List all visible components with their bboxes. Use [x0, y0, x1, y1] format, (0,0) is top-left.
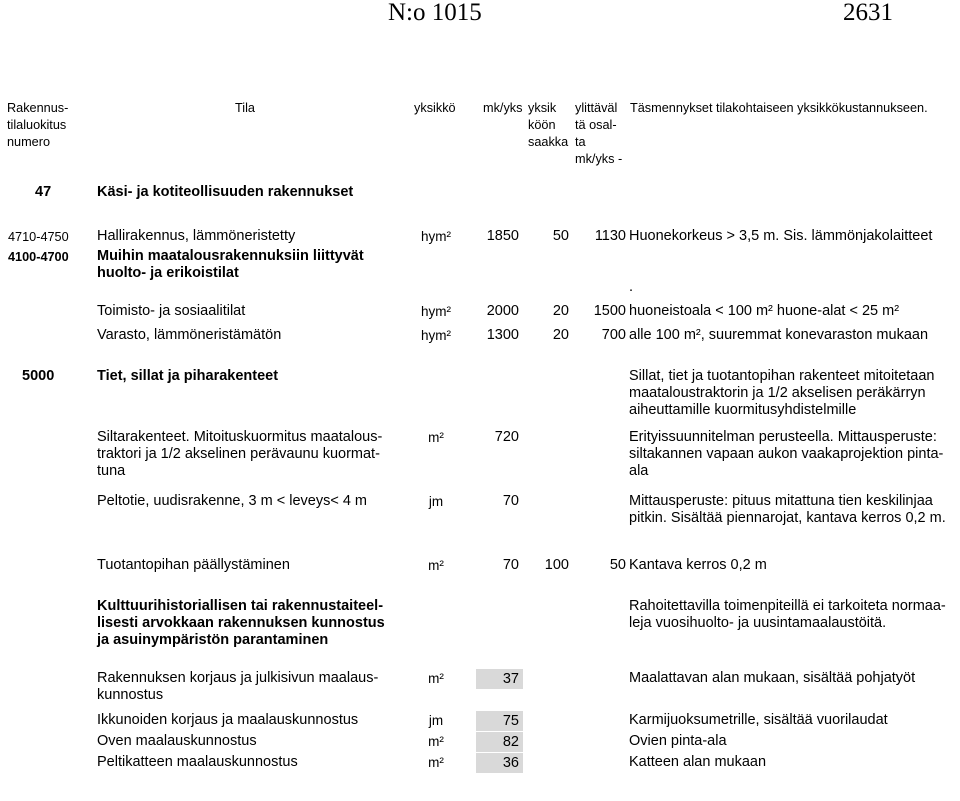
row-note: Kantava kerros 0,2 m — [629, 557, 767, 573]
row-note: Huonekorkeus > 3,5 m. Sis. lämmönjakolaitteet — [629, 228, 933, 244]
row-unit: hym² — [421, 304, 451, 319]
row-note: Katteen alan mukaan — [629, 754, 767, 770]
row-note: huoneistoala < 100 m² huone-alat < 25 m² — [629, 303, 900, 319]
row-unit: m² — [428, 671, 444, 686]
name-line: huolto- ja erikoistilat — [97, 265, 239, 281]
row-name: Tuotantopihan päällystäminen — [97, 557, 290, 573]
row-note: . — [629, 279, 634, 295]
note-line: aiheuttamille kuormitusyhdistelmille — [629, 402, 857, 418]
row-name: Toimisto- ja sosiaalitilat — [97, 303, 246, 319]
section-note — [629, 598, 946, 632]
header-line: numero — [7, 135, 51, 149]
section-code: 47 — [35, 184, 52, 200]
row-unit: m² — [428, 558, 444, 573]
row-note — [629, 429, 943, 480]
row-price: 1300 — [486, 327, 519, 343]
note-line: Sillat, tiet ja tuotantopihan rakenteet mitoitetaan — [629, 368, 935, 384]
note-line: maataloustraktorin ja 1/2 akselisen peräkärryn — [629, 385, 926, 401]
row-price: 70 — [502, 493, 519, 509]
header-line: köön — [528, 118, 556, 132]
row-code: 4100-4700 — [8, 250, 69, 264]
header-price-column: mk/yks — [483, 101, 523, 115]
row-name: Varasto, lämmöneristämätön — [97, 327, 282, 343]
row-name: Oven maalauskunnostus — [97, 733, 257, 749]
row-price: 720 — [494, 429, 519, 445]
row-price-highlighted: 75 — [476, 711, 523, 731]
header-notes-column: Täsmennykset tilakohtaiseen yksikkökustannukseen. — [630, 101, 928, 115]
row-name: Peltotie, uudisrakenne, 3 m < leveys< 4 m — [97, 493, 368, 509]
row-excess: 1500 — [593, 303, 626, 319]
section-title — [97, 598, 385, 649]
note-line: siltakannen vapaan aukon vaakaprojektion pinta- — [629, 446, 944, 462]
section-title: Käsi- ja kotiteollisuuden rakennukset — [97, 184, 354, 200]
row-unit: m² — [428, 734, 444, 749]
row-name — [97, 670, 378, 704]
row-name: Ikkunoiden korjaus ja maalauskunnostus — [97, 712, 359, 728]
name-line: Rakennuksen korjaus ja julkisivun maalaus- — [97, 670, 379, 686]
section-note — [629, 368, 935, 419]
name-line: traktori ja 1/2 akselinen perävaunu kuormat- — [97, 446, 380, 462]
row-unit: hym² — [421, 328, 451, 343]
note-line: leja vuosihuolto- ja uusintamaalaustöitä. — [629, 615, 887, 631]
row-note — [629, 493, 946, 527]
row-code: 4710-4750 — [8, 230, 69, 244]
row-name: Peltikatteen maalauskunnostus — [97, 754, 298, 770]
note-line: ala — [629, 463, 649, 479]
row-note: Karmijuoksumetrille, sisältää vuorilaudat — [629, 712, 888, 728]
row-price-highlighted: 36 — [476, 753, 523, 773]
note-line: pitkin. Sisältää piennarojat, kantava kerros 0,2 m. — [629, 510, 946, 526]
row-unit: jm — [428, 713, 444, 728]
header-line: saakka — [528, 135, 569, 149]
title-line: Kulttuurihistoriallisen tai rakennustaiteel- — [97, 598, 384, 614]
row-unit: m² — [428, 430, 444, 445]
header-line: ylittäväl — [575, 101, 618, 115]
header-line: tä osal- — [575, 118, 617, 132]
header-line: mk/yks - — [575, 152, 623, 166]
name-line: Muihin maatalousrakennuksiin liittyvät — [97, 248, 364, 264]
row-unit: hym² — [421, 229, 451, 244]
note-line: Mittausperuste: pituus mitattuna tien keskilinjaa — [629, 493, 933, 509]
row-price: 70 — [502, 557, 519, 573]
title-line: lisesti arvokkaan rakennuksen kunnostus — [97, 615, 385, 631]
note-line: Erityissuunnitelman perusteella. Mittausperuste: — [629, 429, 937, 445]
row-price: 2000 — [486, 303, 519, 319]
row-note: Ovien pinta-ala — [629, 733, 727, 749]
row-excess: 700 — [601, 327, 626, 343]
row-name — [97, 429, 382, 480]
row-unit: m² — [428, 755, 444, 770]
row-limit: 50 — [552, 228, 569, 244]
header-excess-column — [575, 100, 622, 168]
section-title: Tiet, sillat ja piharakenteet — [97, 368, 279, 384]
header-space-column: Tila — [235, 101, 255, 115]
page-number: 2631 — [843, 0, 893, 26]
row-limit: 20 — [552, 327, 569, 343]
header-line: ta — [575, 135, 586, 149]
header-unit-column: yksikkö — [414, 101, 456, 115]
row-limit: 100 — [544, 557, 569, 573]
row-excess: 50 — [609, 557, 626, 573]
section-code: 5000 — [22, 368, 55, 384]
header-code-column — [7, 100, 68, 151]
row-name — [97, 248, 364, 282]
header-line: Rakennus- — [7, 101, 69, 115]
row-price: 1850 — [486, 228, 519, 244]
name-line: kunnostus — [97, 687, 164, 703]
document-number: N:o 1015 — [388, 0, 482, 26]
row-name: Hallirakennus, lämmöneristetty — [97, 228, 296, 244]
header-line: tilaluokitus — [7, 118, 67, 132]
row-excess: 1130 — [594, 228, 626, 244]
name-line: tuna — [97, 463, 126, 479]
row-note: Maalattavan alan mukaan, sisältää pohjatyöt — [629, 670, 916, 686]
row-note: alle 100 m², suuremmat konevaraston mukaan — [629, 327, 929, 343]
title-line: ja asuinympäristön parantaminen — [97, 632, 329, 648]
header-line: yksik — [528, 101, 557, 115]
name-line: Siltarakenteet. Mitoituskuormitus maatalous- — [97, 429, 383, 445]
row-price-highlighted: 37 — [476, 669, 523, 689]
note-line: Rahoitettavilla toimenpiteillä ei tarkoiteta normaa- — [629, 598, 946, 614]
row-unit: jm — [428, 494, 444, 509]
row-limit: 20 — [552, 303, 569, 319]
row-price-highlighted: 82 — [476, 732, 523, 752]
header-limit-column — [528, 100, 568, 151]
